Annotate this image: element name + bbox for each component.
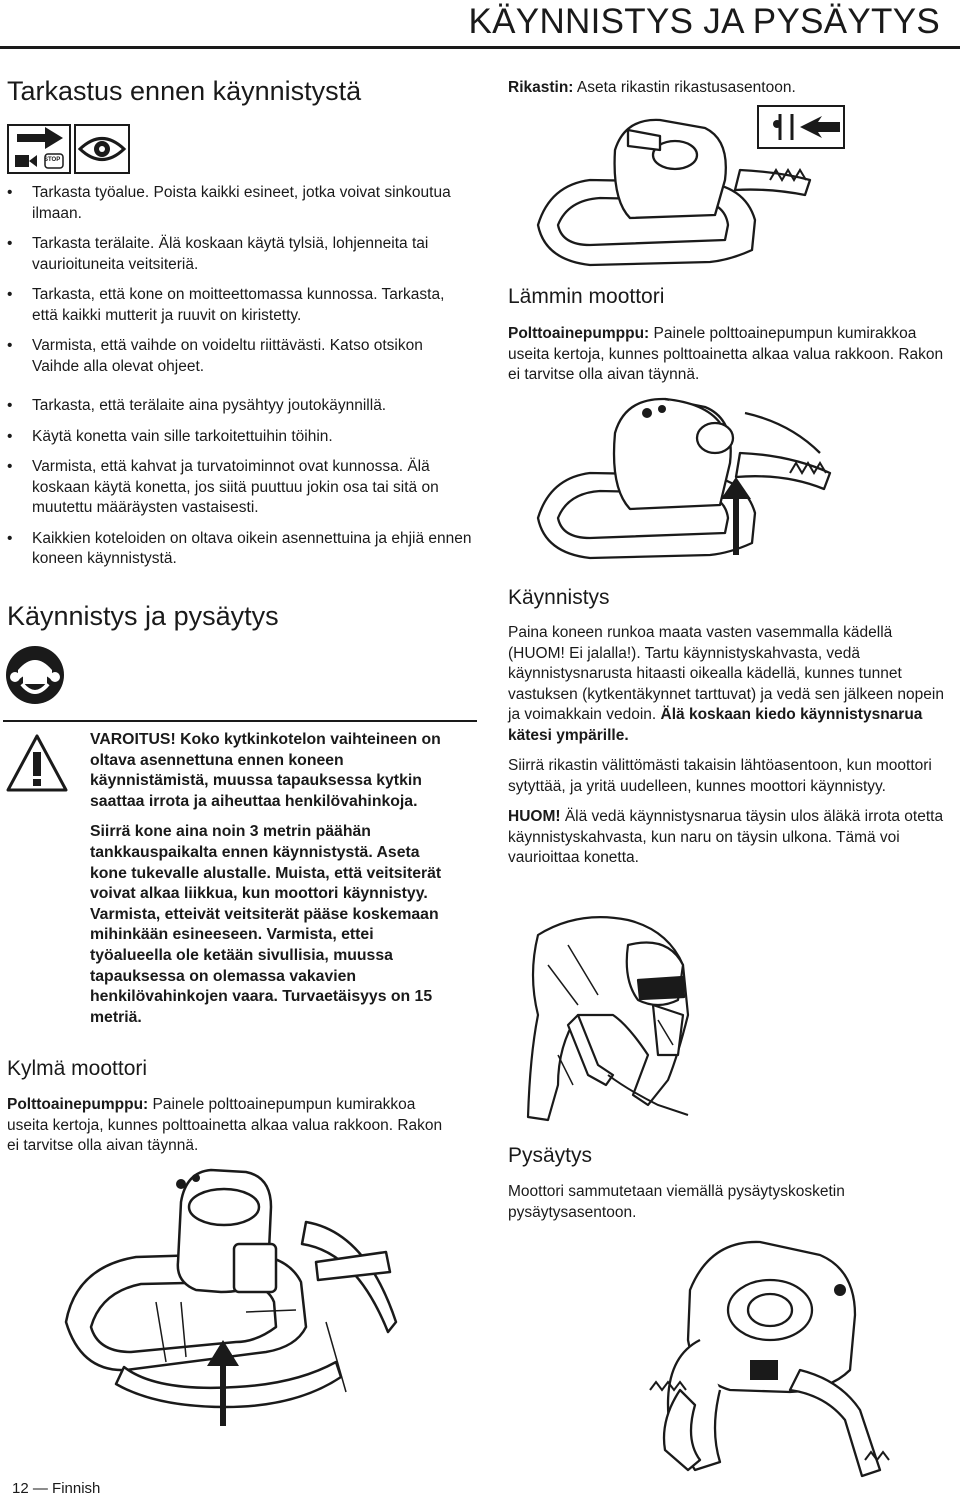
- footer-language: Finnish: [52, 1480, 101, 1497]
- paragraph: [508, 623, 953, 746]
- starting-title: Käynnistys: [508, 586, 610, 609]
- list-item: • Varmista, että vaihde on voideltu riittävästi. Katso otsikon Vaihde alla olevat ohjeet.: [2, 336, 472, 377]
- primer-bulb-illustration: [6, 1162, 406, 1464]
- label: Polttoainepumppu:: [7, 1096, 149, 1113]
- page-header: [0, 0, 960, 48]
- stop-text: STOP: [44, 157, 61, 163]
- page-footer: [12, 1480, 100, 1497]
- paragraph: Aseta rikastin rikastusasentoon.: [576, 79, 796, 96]
- person-starting-illustration: [518, 905, 718, 1127]
- warning-text: [90, 730, 455, 1038]
- page-title: KÄYNNISTYS JA PYSÄYTYS: [468, 2, 940, 41]
- section-title-inspection: Tarkastus ennen käynnistystä: [7, 76, 362, 106]
- cold-engine-text: [7, 1095, 452, 1157]
- starting-text: [508, 623, 953, 879]
- header-rule: [0, 46, 960, 49]
- stop-switch-illustration: [640, 1230, 925, 1488]
- list-item: • Tarkasta terälaite. Älä koskaan käytä tylsiä, lohjenneita tai vaurioituneita veitsiteriä.: [2, 234, 472, 275]
- list-item: • Kaikkien koteloiden on oltava oikein asennettuina ja ehjiä ennen koneen käynnistystä.: [2, 529, 472, 570]
- warm-engine-text: [508, 324, 953, 386]
- warm-engine-title: Lämmin moottori: [508, 285, 665, 308]
- paragraph: [508, 807, 953, 869]
- paragraph: Siirrä rikastin välittömästi takaisin lähtöasentoon, kun moottori sytyttää, ja yritä uudelleen, kunnes moottori käynnistyy.: [508, 757, 932, 795]
- label: Polttoainepumppu:: [508, 325, 650, 342]
- footer-dash: —: [32, 1480, 48, 1497]
- paragraph-bold: Älä koskaan kiedo käynnistysnarua kätesi ympärille.: [508, 706, 923, 744]
- warning-triangle-icon: [6, 734, 68, 792]
- label: HUOM!: [508, 808, 561, 825]
- stopping-text: Moottori sammutetaan viemällä pysäytyskosketin pysäytysasentoon.: [508, 1183, 845, 1221]
- list-item: • Varmista, että kahvat ja turvatoiminnot ovat kunnossa. Älä koskaan käytä konetta, jos siitä puuttuu jokin osa tai sitä on muutettu määräysten vastaisesti.: [2, 457, 472, 519]
- start-stop-icon: [7, 124, 71, 174]
- paragraph-text: Paina koneen runkoa maata vasten vasemmalla kädellä (HUOM! Ei jalalla!). Tartu käynnistyskahvasta, vedä käynnistysnarusta hitaasti oikealla kädellä, kunnes tunnet vastuksen (kytkentäkynnet tarttuvat) ja vedä sen jälkeen nopein ja voimakkain vedoin.: [508, 624, 944, 723]
- choke-instruction: [508, 78, 948, 99]
- cold-engine-title: Kylmä moottori: [7, 1057, 148, 1080]
- list-item: • Tarkasta työalue. Poista kaikki esineet, jotka voivat sinkoutua ilmaan.: [2, 183, 472, 224]
- section-title-start-stop: Käynnistys ja pysäytys: [7, 601, 279, 631]
- list-item: • Käytä konetta vain sille tarkoitettuihin töihin.: [2, 427, 472, 448]
- choke-illustration: [530, 100, 855, 270]
- inspection-list: [2, 183, 472, 580]
- warning-paragraph: VAROITUS! Koko kytkinkotelon vaihteineen on oltava asennettuna ennen koneen käynnistämistä, muussa tapauksessa kytkin saattaa irrota ja aiheuttaa henkilövahinkoja.: [90, 731, 441, 810]
- paragraph-text: Älä vedä käynnistysnarua täysin ulos äläkä irrota otetta käynnistyskahvasta, kun naru on täysin ulkona. Tämä voi vaurioittaa konetta.: [508, 808, 944, 866]
- list-item: • Tarkasta, että terälaite aina pysähtyy joutokäynnillä.: [2, 396, 472, 417]
- page-number: 12: [12, 1480, 29, 1497]
- stopping-title: Pysäytys: [508, 1144, 593, 1167]
- label: Rikastin:: [508, 79, 574, 96]
- paragraph: Painele polttoainepumpun kumirakkoa useita kertoja, kunnes polttoainetta alkaa valua rakkoon. Rakon ei tarvitse olla aivan täynnä.: [508, 325, 944, 383]
- list-item: • Tarkasta, että kone on moitteettomassa kunnossa. Tarkasta, että kaikki mutterit ja ruuvit on kiristetty.: [2, 285, 472, 326]
- protective-equipment-icon: [4, 644, 66, 706]
- warm-primer-illustration: [530, 393, 860, 568]
- paragraph: Painele polttoainepumpun kumirakkoa useita kertoja, kunnes polttoainetta alkaa valua rakkoon. Rakon ei tarvitse olla aivan täynnä.: [7, 1096, 443, 1154]
- eye-icon: [74, 124, 130, 174]
- warning-paragraph: Siirrä kone aina noin 3 metrin päähän tankkauspaikalta ennen käynnistystä. Aseta kone tukevalle alustalle. Muista, että veitsiterät voivat alkaa liikkua, kun moottori käynnistyy. Varmista, etteivät veitsiterät pääse koskemaan mihinkään esineeseen. Varmista, ettei työalueella ole ketään sivullisia, muussa tapauksessa on olemassa vakavien henkilövahinkojen vaara. Turvaetäisyys on 15 metriä.: [90, 823, 442, 1026]
- warning-top-rule: [3, 720, 477, 722]
